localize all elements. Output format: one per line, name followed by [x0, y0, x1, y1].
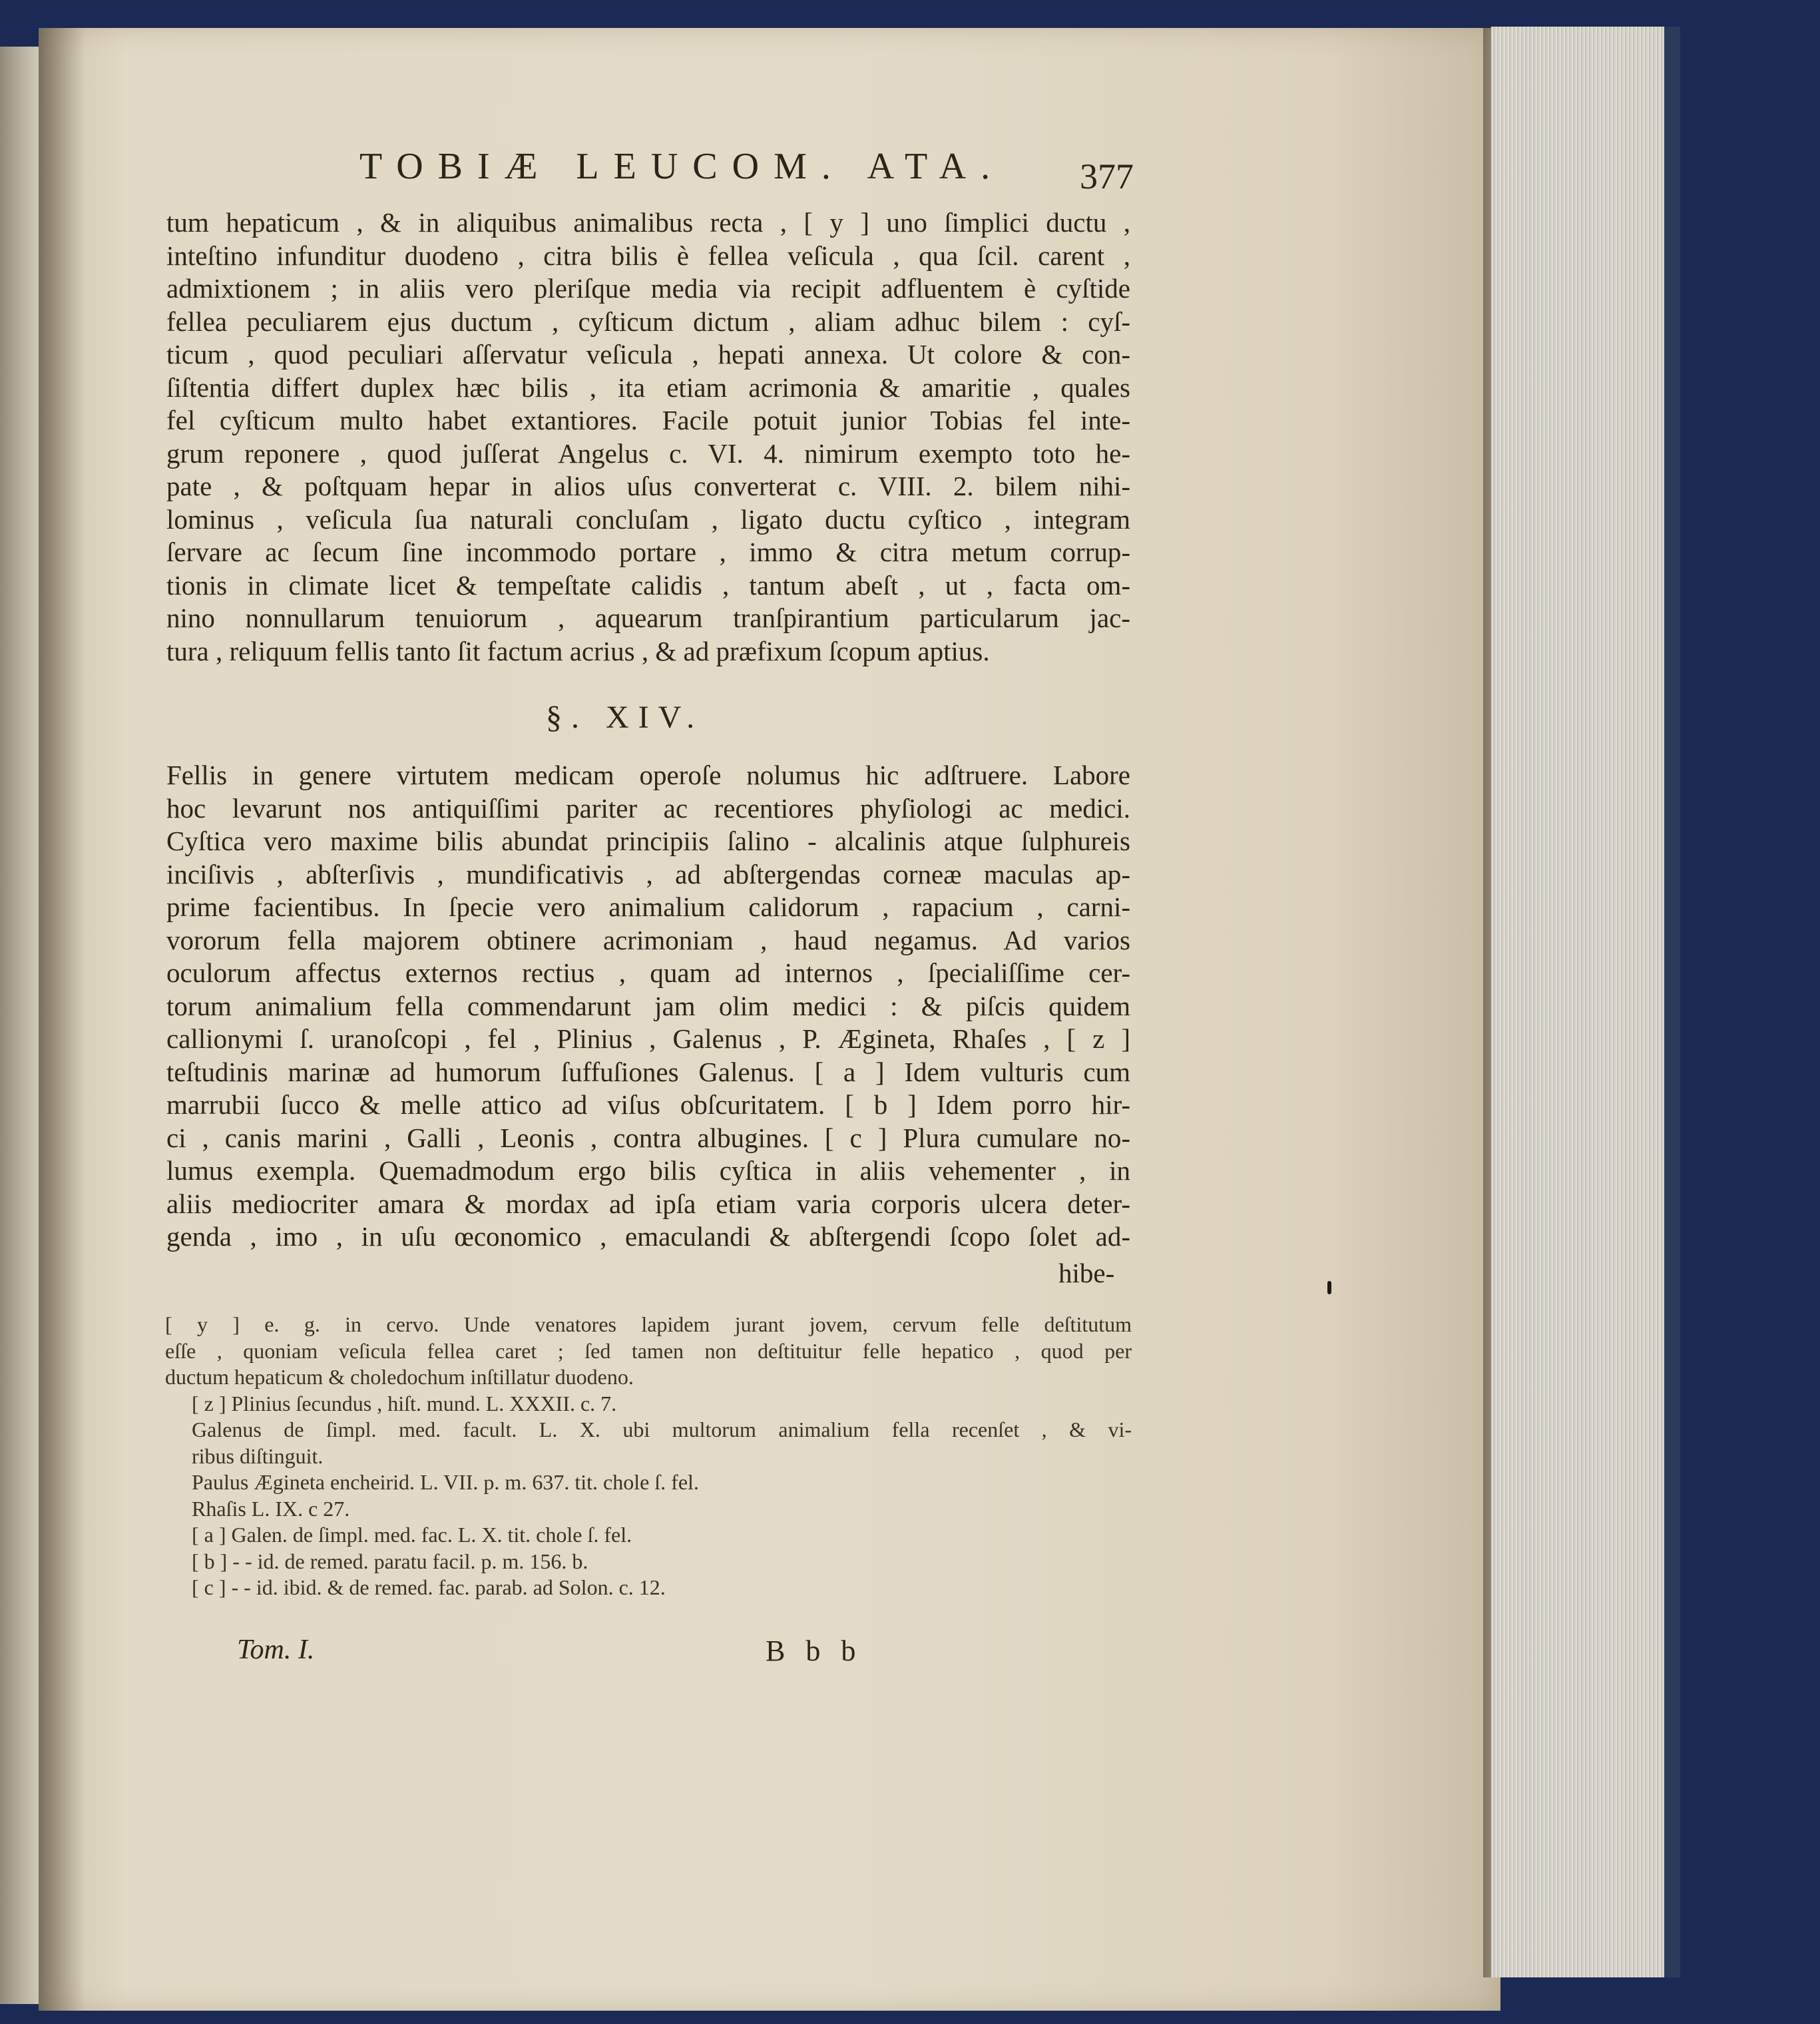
signature-mark: B b b	[766, 1635, 863, 1667]
text-line: oculorum affectus externos rectius , quam ad internos , ſpecialiſſime cer-	[166, 957, 1130, 988]
text-line: marrubii ſucco & melle attico ad viſus obſcuritatem. [ b ] Idem porro hir-	[166, 1089, 1130, 1120]
page-number: 377	[1080, 156, 1134, 196]
volume-label: Tom. I.	[237, 1635, 315, 1665]
text-line: ticum , quod peculiari aſſervatur veſicula , hepati annexa. Ut colore & con-	[166, 339, 1130, 370]
footnote-line: [ a ] Galen. de ſimpl. med. fac. L. X. tit. chole ſ. fel.	[192, 1523, 632, 1547]
text-line: aliis mediocriter amara & mordax ad ipſa etiam varia corporis ulcera deter-	[166, 1188, 1130, 1219]
text-line: vororum fella majorem obtinere acrimoniam , haud negamus. Ad varios	[166, 924, 1130, 955]
text-line: fellea peculiarem ejus ductum , cyſticum dictum , aliam adhuc bilem : cyſ-	[166, 306, 1130, 337]
text-line: hoc levarunt nos antiquiſſimi pariter ac recentiores phyſiologi ac medici.	[166, 792, 1130, 824]
footnotes	[165, 1312, 1132, 1601]
ink-mark	[1327, 1281, 1331, 1294]
text-line: tum hepaticum , & in aliquibus animalibus recta , [ y ] uno ſimplici ductu ,	[166, 207, 1130, 238]
footnote-line: Galenus de ſimpl. med. facult. L. X. ubi multorum animalium fella recenſet , & vi-	[192, 1417, 1132, 1441]
text-line: ci , canis marini , Galli , Leonis , contra albugines. [ c ] Plura cumulare no-	[166, 1122, 1130, 1153]
page-gutter-shadow	[39, 28, 85, 2011]
book-page-edges	[1491, 27, 1680, 1977]
text-line: prime facientibus. In ſpecie vero animalium calidorum , rapacium , carni-	[166, 891, 1130, 922]
catchword: hibe-	[1058, 1258, 1115, 1288]
footnote-line: Rhaſis L. IX. c 27.	[192, 1496, 350, 1521]
paragraph-1	[166, 206, 1130, 668]
text-line: Fellis in genere virtutem medicam operoſe nolumus hic adſtruere. Labore	[166, 760, 1130, 790]
text-line: pate , & poſtquam hepar in alios uſus converterat c. VIII. 2. bilem nihi-	[166, 471, 1130, 501]
text-line: ſiſtentia differt duplex hæc bilis , ita etiam acrimonia & amaritie , quales	[166, 372, 1130, 403]
text-line: lominus , veſicula ſua naturali concluſam , ligato ductu cyſtico , integram	[166, 503, 1130, 535]
footnote-line: [ c ] - - id. ibid. & de remed. fac. parab. ad Solon. c. 12.	[192, 1575, 666, 1599]
paragraph-2	[166, 759, 1130, 1254]
footnote-line: [ b ] - - id. de remed. paratu facil. p. m. 156. b.	[192, 1549, 588, 1573]
text-line: teſtudinis marinæ ad humorum ſuffuſiones Galenus. [ a ] Idem vulturis cum	[166, 1056, 1130, 1087]
section-heading: §. XIV.	[546, 700, 704, 735]
facing-page-edge	[0, 47, 39, 2004]
text-line: genda , imo , in uſu œconomico , emaculandi & abſtergendi ſcopo ſolet ad-	[166, 1221, 1130, 1252]
text-line: tura , reliquum fellis tanto ſit factum acrius , & ad præfixum ſcopum aptius.	[166, 635, 990, 666]
footnote-line: ribus diſtinguit.	[192, 1443, 324, 1468]
footnote-line: ductum hepaticum & choledochum inſtillatur duodeno.	[165, 1365, 634, 1389]
text-line: fel cyſticum multo habet extantiores. Facile potuit junior Tobias fel inte-	[166, 405, 1130, 435]
text-line: Cyſtica vero maxime bilis abundat principiis ſalino - alcalinis atque ſulphureis	[166, 826, 1130, 856]
footnote-line: Paulus Ægineta encheirid. L. VII. p. m. 637. tit. chole ſ. fel.	[192, 1470, 699, 1494]
text-line: tionis in climate licet & tempeſtate calidis , tantum abeſt , ut , facta om-	[166, 569, 1130, 601]
footnote-line: eſſe , quoniam veſicula fellea caret ; ſed tamen non deſtituitur felle hepatico , quod per	[165, 1338, 1132, 1363]
running-head: TOBIÆ LEUCOM. ATA.	[359, 146, 1005, 187]
text-line: grum reponere , quod juſſerat Angelus c. VI. 4. nimirum exempto toto he-	[166, 437, 1130, 469]
footnote-line: [ y ] e. g. in cervo. Unde venatores lapidem jurant jovem, cervum felle deſtitutum	[165, 1312, 1132, 1336]
text-line: inteſtino infunditur duodeno , citra bilis è fellea veſicula , qua ſcil. carent ,	[166, 240, 1130, 271]
text-line: lumus exempla. Quemadmodum ergo bilis cyſtica in aliis vehementer , in	[166, 1155, 1130, 1186]
text-line: callionymi ſ. uranoſcopi , fel , Plinius , Galenus , P. Ægineta, Rhaſes , [ z ]	[166, 1023, 1130, 1054]
text-line: torum animalium fella commendarunt jam olim medici : & piſcis quidem	[166, 990, 1130, 1021]
footnote-line: [ z ] Plinius ſecundus , hiſt. mund. L. XXXII. c. 7.	[192, 1391, 617, 1415]
text-line: ſervare ac ſecum ſine incommodo portare , immo & citra metum corrup-	[166, 537, 1130, 567]
text-line: nino nonnullarum tenuiorum , aquearum tranſpirantium particularum jac-	[166, 603, 1130, 633]
text-line: inciſivis , abſterſivis , mundificativis , ad abſtergendas corneæ maculas ap-	[166, 858, 1130, 889]
text-line: admixtionem ; in aliis vero pleriſque media via recipit adfluentem è cyſtide	[166, 273, 1130, 304]
